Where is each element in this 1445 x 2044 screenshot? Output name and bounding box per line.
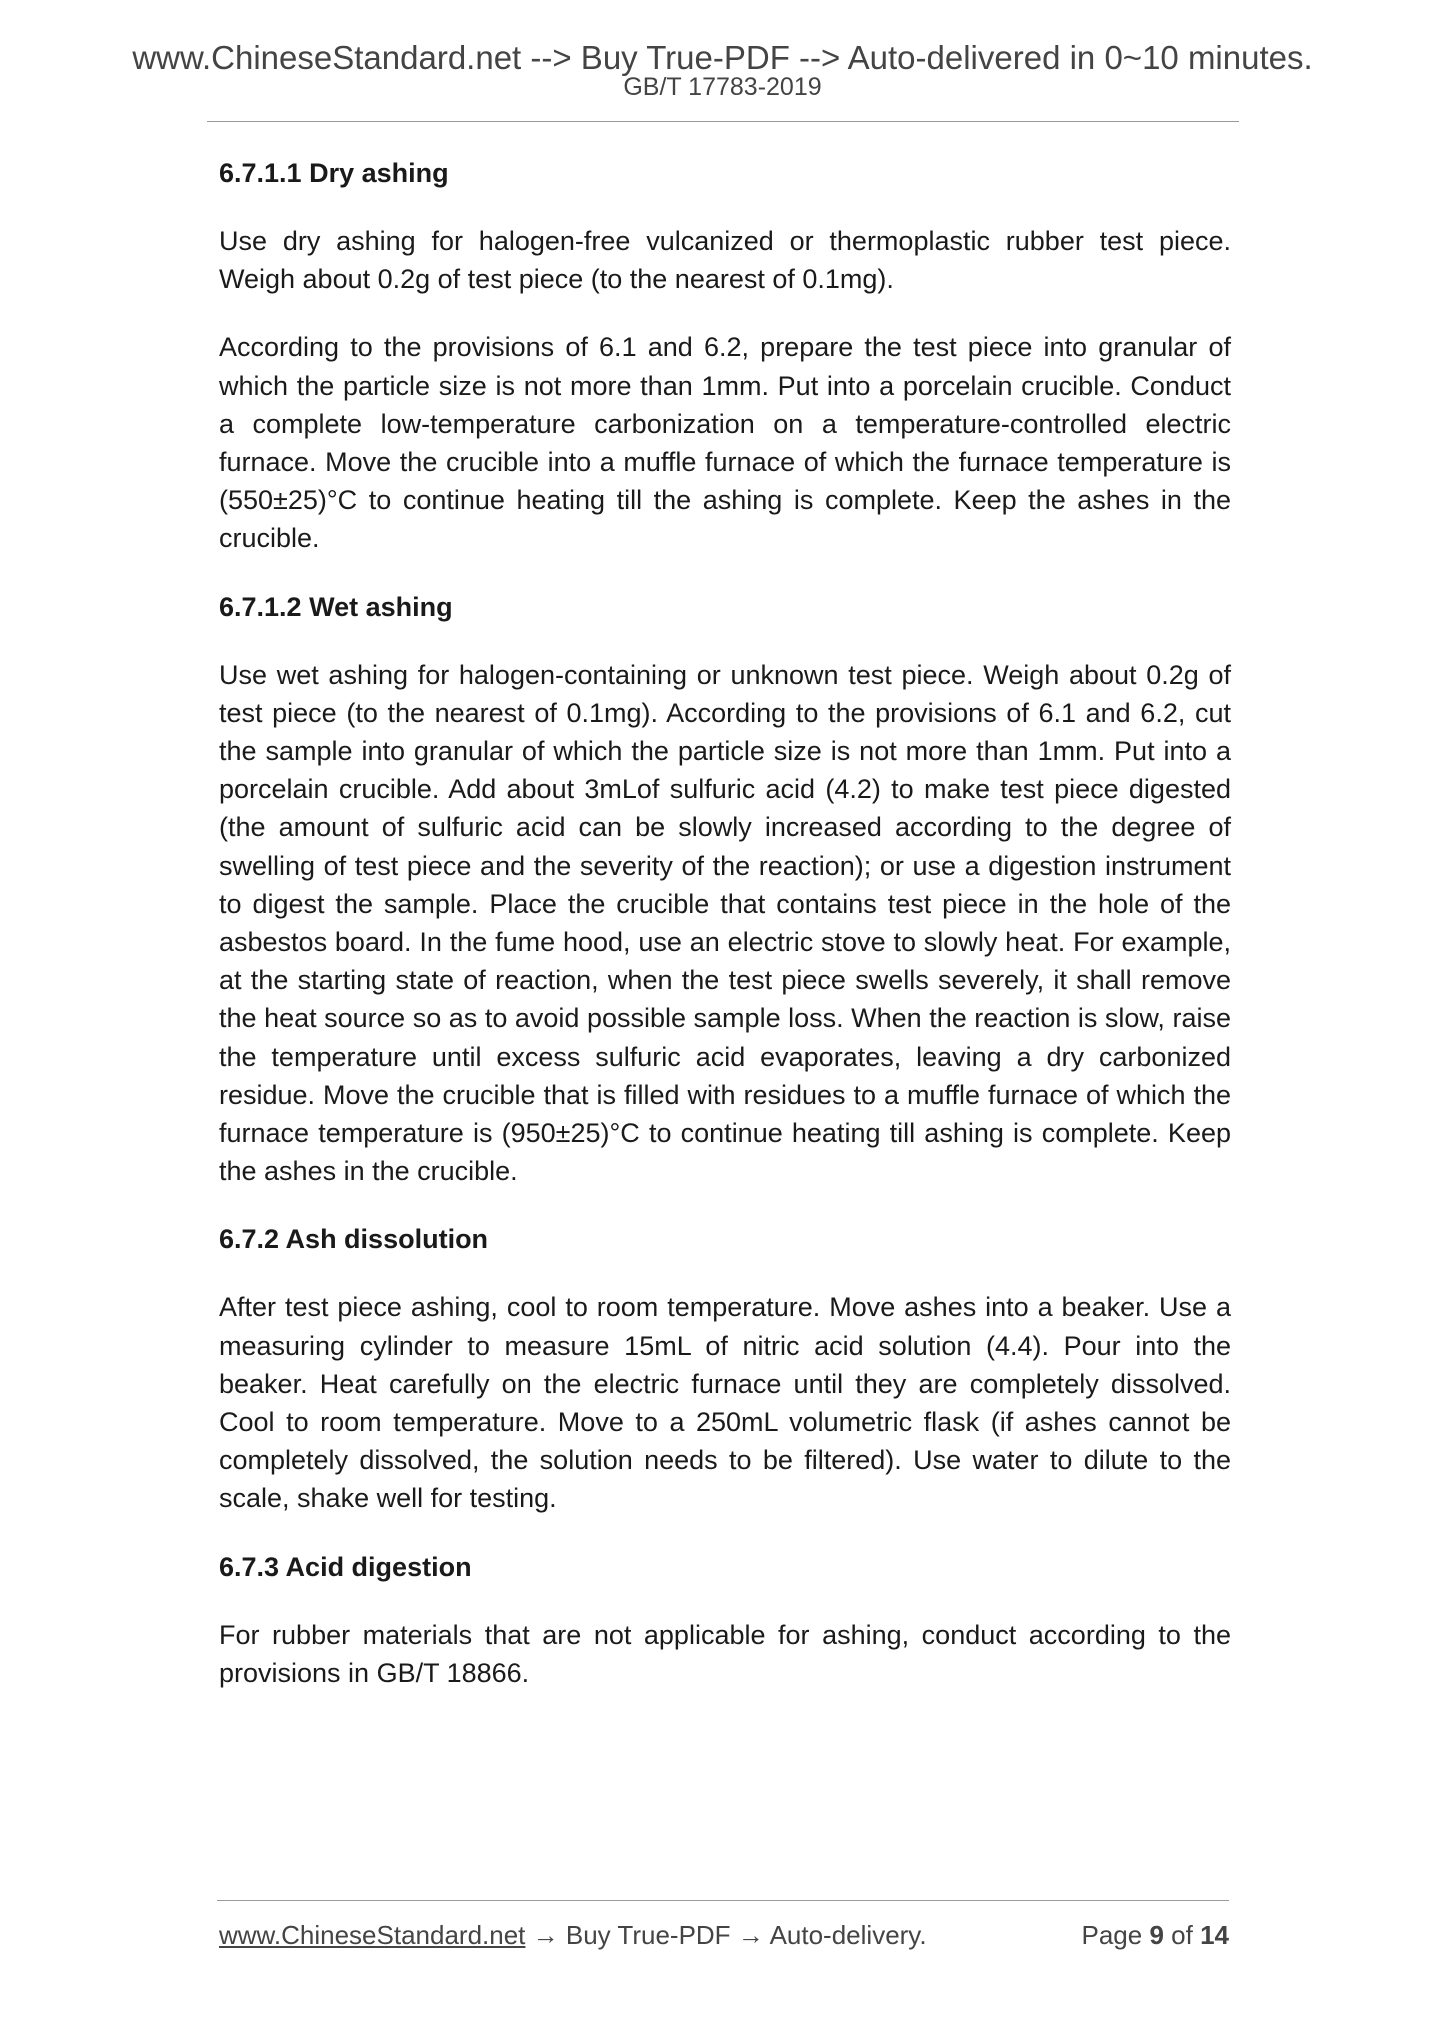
section-heading: 6.7.1.2 Wet ashing [219, 591, 453, 622]
paragraph: According to the provisions of 6.1 and 6.2, prepare the test piece into granular of which the particle size is not more than 1mm. Put into a porcelain crucible. Conduct a complete low-temperature carbonization on a temperature-controlled electric furnace. Move the crucible into a muffle furnace of which the furnace temperature is (550±25)°C to continue heating till the ashing is complete. Keep the ashes in the crucible. [219, 332, 1231, 554]
paragraph: Use wet ashing for halogen-containing or unknown test piece. Weigh about 0.2g of test piece (to the nearest of 0.1mg). According to the provisions of 6.1 and 6.2, cut the sample into granular of which the particle size is not more than 1mm. Put into a porcelain crucible. Add about 3mLof sulfuric acid (4.2) to make test piece digested (the amount of sulfuric acid can be slowly increased according to the degree of swelling of test piece and the severity of the reaction); or use a digestion instrument to digest the sample. Place the crucible that contains test piece in the hole of the asbestos board. In the fume hood, use an electric stove to slowly heat. For example, at the starting state of reaction, when the test piece swells severely, it shall remove the heat source so as to avoid possible sample loss. When the reaction is slow, raise the temperature until excess sulfuric acid evaporates, leaving a dry carbonized residue. Move the crucible that is filled with residues to a muffle furnace of which the furnace temperature is (950±25)°C to continue heating till ashing is complete. Keep the ashes in the crucible. [219, 659, 1231, 1187]
section-heading: 6.7.2 Ash dissolution [219, 1224, 489, 1255]
top-banner: www.ChineseStandard.net --> Buy True-PDF --> Auto-delivered in 0~10 minutes. [132, 39, 1313, 76]
section-acid-digestion [219, 1548, 1231, 1692]
section-dry-ashing [219, 154, 1231, 558]
document-body [219, 154, 1231, 1722]
of-label: of [1171, 1920, 1193, 1950]
page-indicator [1081, 1917, 1229, 1953]
page-footer [219, 1917, 1229, 1953]
footer-promo [219, 1917, 927, 1953]
document-code: GB/T 17783-2019 [623, 73, 822, 101]
section-ash-dissolution [219, 1220, 1231, 1517]
paragraph: Use dry ashing for halogen-free vulcanized or thermoplastic rubber test piece. Weigh about 0.2g of test piece (to the nearest of 0.1mg). [219, 226, 1231, 295]
section-wet-ashing [219, 588, 1231, 1191]
paragraph: After test piece ashing, cool to room temperature. Move ashes into a beaker. Use a measuring cylinder to measure 15mL of nitric acid solution (4.4). Pour into the beaker. Heat carefully on the electric furnace until they are completely dissolved. Cool to room temperature. Move to a 250mL volumetric flask (if ashes cannot be completely dissolved, the solution needs to be filtered). Use water to dilute to the scale, shake well for testing. [219, 1292, 1231, 1514]
page-label: Page [1081, 1920, 1143, 1950]
page-total: 14 [1200, 1920, 1229, 1950]
footer-website-link[interactable]: www.ChineseStandard.net [219, 1920, 526, 1950]
footer-tagline: → Buy True-PDF → Auto-delivery. [525, 1920, 927, 1950]
header-divider [207, 121, 1239, 122]
section-heading: 6.7.1.1 Dry ashing [219, 158, 449, 188]
section-heading: 6.7.3 Acid digestion [219, 1551, 472, 1582]
page-number: 9 [1149, 1920, 1164, 1950]
paragraph: For rubber materials that are not applicable for ashing, conduct according to the provisions in GB/T 18866. [219, 1619, 1231, 1688]
footer-divider [217, 1900, 1229, 1901]
